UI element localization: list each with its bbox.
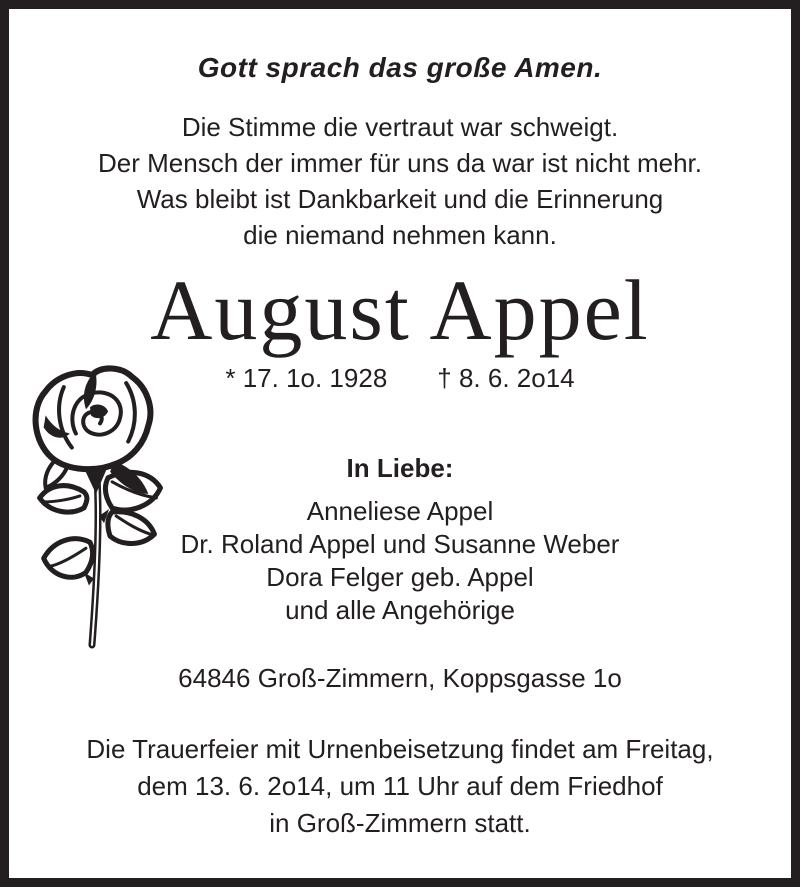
address-line: 64846 Groß-Zimmern, Koppsgasse 1o bbox=[178, 663, 622, 693]
memorial-poem bbox=[9, 109, 791, 253]
poem-line: Der Mensch der immer für uns da war ist nicht mehr. bbox=[98, 148, 702, 178]
funeral-line: Die Trauerfeier mit Urnenbeisetzung findet am Freitag, bbox=[86, 734, 714, 764]
mourner-line: Dora Felger geb. Appel bbox=[266, 562, 534, 592]
poem-line: Die Stimme die vertraut war schweigt. bbox=[181, 112, 619, 142]
birth-date: * 17. 1o. 1928 bbox=[225, 363, 388, 393]
mourner-line: Dr. Roland Appel und Susanne Weber bbox=[180, 529, 620, 559]
poem-line: die niemand nehmen kann. bbox=[243, 220, 557, 250]
deceased-name: August Appel bbox=[150, 262, 650, 358]
mourner-line: Anneliese Appel bbox=[306, 496, 494, 526]
funeral-line: dem 13. 6. 2o14, um 11 Uhr auf dem Friedhof bbox=[137, 771, 663, 801]
death-date: † 8. 6. 2o14 bbox=[437, 363, 575, 393]
mourners-list bbox=[9, 495, 791, 627]
mourners-intro: In Liebe: bbox=[346, 453, 454, 483]
funeral-line: in Groß-Zimmern statt. bbox=[269, 808, 531, 838]
funeral-details bbox=[9, 731, 791, 842]
epigraph: Gott sprach das große Amen. bbox=[197, 52, 603, 83]
mourner-line: und alle Angehörige bbox=[285, 595, 515, 625]
poem-line: Was bleibt ist Dankbarkeit und die Erinnerung bbox=[136, 184, 664, 214]
life-dates bbox=[9, 361, 791, 395]
